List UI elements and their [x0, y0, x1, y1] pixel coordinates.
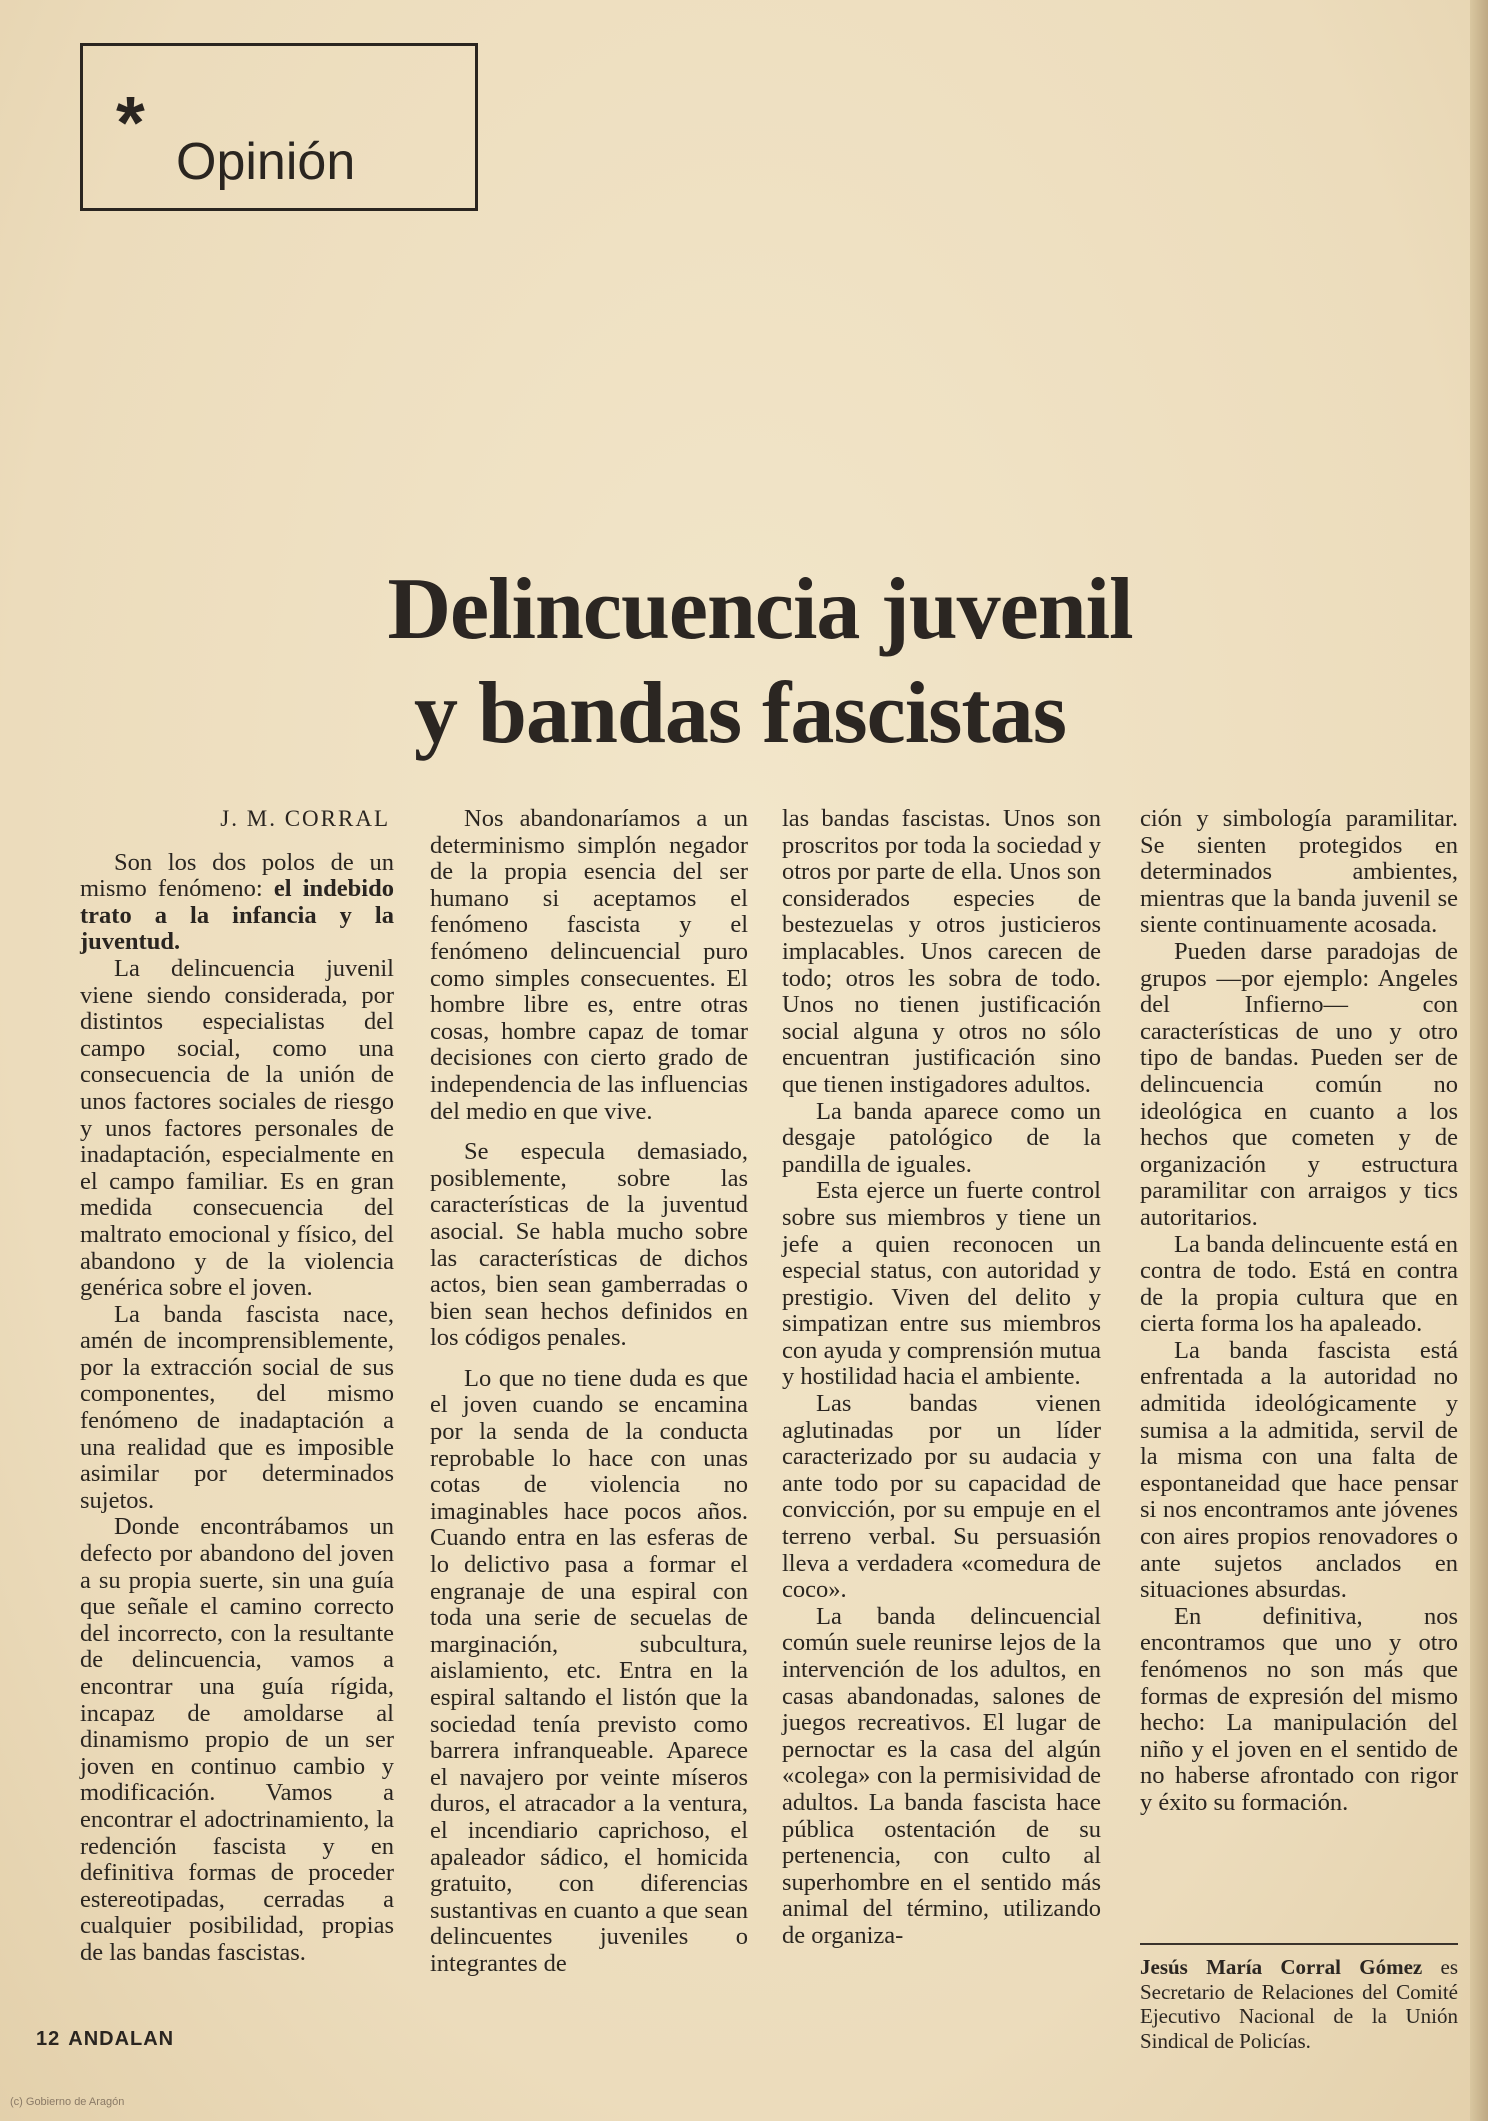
lead-text: Son los dos polos de un mismo fenómeno:	[80, 848, 394, 903]
section-label: Opinión	[176, 133, 356, 191]
copyright-watermark: (c) Gobierno de Aragón	[10, 2096, 125, 2108]
page-footer	[36, 2028, 174, 2051]
section-label-box	[80, 43, 478, 211]
headline-line-1: Delincuencia juvenil	[387, 561, 1133, 658]
paragraph: La banda fascista nace, amén de incomprensiblemente, por la extracción social de sus componentes, del mismo fenómeno de inadaptación a una realidad que es imposible asimilar por determinados sujetos.	[80, 1300, 394, 1514]
author-name: Jesús María Corral Gómez	[1140, 1955, 1423, 1979]
article-column-2	[430, 806, 748, 1978]
publication-name: ANDALAN	[68, 2028, 175, 2050]
paragraph: La banda fascista está enfrentada a la autoridad no admitida ideológicamente y sumisa a la admitida, servil de la misma con una falta de espontaneidad que hace pensar si nos encontramos ante jóvenes con aires propios renovadores o ante sujetos anclados en situaciones absurdas.	[1140, 1336, 1458, 1604]
paragraph: las bandas fascistas. Unos son proscritos por toda la sociedad y otros por parte de ella. Unos son considerados especies de bestezuelas y otros justicieros implacables. Unos carecen de todo; otros les sobra de todo. Unos no tienen justificación social alguna y otros no sólo encuentran justificación sino que tienen instigadores adultos.	[782, 805, 1101, 1098]
paragraph: Las bandas vienen aglutinadas por un líder caracterizado por su audacia y ante todo por su capacidad de convicción, por su empuje en el terreno verbal. Su persuasión lleva a verdadera «comedura de coco».	[782, 1390, 1101, 1604]
article-column-3	[782, 806, 1101, 1950]
page-number: 12	[36, 2028, 61, 2050]
paragraph: Pueden darse paradojas de grupos —por ejemplo: Angeles del Infierno— con características de uno y otro tipo de bandas. Pueden ser de delincuencia común no ideológica en cuanto a los hechos que cometen y de organización y estructura paramilitar con arraigos y tics autoritarios.	[1140, 937, 1458, 1231]
page-edge	[1470, 0, 1488, 2121]
paragraph: Nos abandonaríamos a un determinismo simplón negador de la propia esencia del ser humano si aceptamos el fenómeno fascista y el fenómeno delincuencial puro como simples consecuentes. El hombre libre es, entre otras cosas, hombre capaz de tomar decisiones con cierto grado de independencia de las influencias del medio en que vive.	[430, 805, 748, 1125]
author-bio-text: es Secretario de Relaciones del Comité Ejecutivo Nacional de la Unión Sindical de Policías.	[1140, 1955, 1458, 2053]
paragraph: Se especula demasiado, posiblemente, sobre las características de la juventud asocial. Se habla mucho sobre las características de dichos actos, bien sean gamberradas o bien sean hechos definidos en los códigos penales.	[430, 1138, 748, 1352]
paragraph: La banda delincuente está en contra de todo. Está en contra de la propia cultura que en cierta forma los ha apaleado.	[1140, 1230, 1458, 1338]
paragraph: La banda aparece como un desgaje patológico de la pandilla de iguales.	[782, 1097, 1101, 1178]
paragraph: ción y simbología paramilitar. Se sienten protegidos en determinados ambientes, mientras que la banda juvenil se siente continuamente acosada.	[1140, 805, 1458, 939]
paragraph: La banda delincuencial común suele reunirse lejos de la intervención de los adultos, en casas abandonadas, salones de juegos recreativos. El lugar de pernoctar es la casa del algún «colega» con la permisividad de adultos. La banda fascista hace pública ostentación de su pertenencia, con culto al superhombre en el sentido más animal del término, utilizando de organiza-	[782, 1602, 1101, 1949]
asterisk-icon: *	[116, 81, 145, 164]
paragraph: La delincuencia juvenil viene siendo considerada, por distintos especialistas del campo social, como una consecuencia de la unión de unos factores sociales de riesgo y unos factores personales de inadaptación, especialmente en el campo familiar. Es en gran medida consecuencia del maltrato emocional y físico, del abandono y de la violencia genérica sobre el joven.	[80, 954, 394, 1302]
lead-paragraph	[80, 850, 394, 956]
paragraph: En definitiva, nos encontramos que uno y otro fenómenos no son más que formas de expresión del mismo hecho: La manipulación del niño y el joven en el sentido de no haberse afrontado con rigor y éxito su formación.	[1140, 1602, 1458, 1816]
author-byline: J. M. CORRAL	[220, 806, 390, 831]
paragraph: Esta ejerce un fuerte control sobre sus miembros y tiene un jefe a quien reconocen un especial status, con autoridad y prestigio. Viven del delito y simpatizan entre sus miembros con ayuda y comprensión mutua y hostilidad hacia el ambiente.	[782, 1177, 1101, 1391]
paragraph: Lo que no tiene duda es que el joven cuando se encamina por la senda de la conducta reprobable lo hace con unas cotas de violencia no imaginables hace pocos años. Cuando entra en las esferas de lo delictivo pasa a formar el engranaje de una espiral con toda una serie de secuelas de marginación, subcultura, aislamiento, etc. Entra en la espiral saltando el listón que la sociedad tenía previsto como barrera infranqueable. Aparece el navajero por veinte míseros duros, el atracador a la ventura, el incendiario caprichoso, el apaleador sádico, el homicida gratuito, con diferencias sustantivas en cuanto a que sean delincuentes juveniles o integrantes de	[430, 1364, 748, 1977]
article-headline	[330, 558, 1190, 766]
bio-divider	[1140, 1943, 1458, 1945]
article-column-1	[80, 806, 394, 1967]
headline-line-2: y bandas fascistas	[414, 665, 1066, 762]
author-bio	[1140, 1955, 1458, 2053]
lead-bold-text: el indebido trato a la infancia y la juventud.	[80, 875, 394, 956]
paragraph: Donde encontrábamos un defecto por abandono del joven a su propia suerte, sin una guía que señale el camino correcto del incorrecto, con la resultante de delincuencia, vamos a encontrar una guía rígida, incapaz de amoldarse al dinamismo propio de un ser joven en continuo cambio y modificación. Vamos a encontrar el adoctrinamiento, la redención fascista y en definitiva formas de proceder estereotipadas, cerradas a cualquier posibilidad, propias de las bandas fascistas.	[80, 1513, 394, 1966]
article-column-4	[1140, 806, 1458, 1817]
